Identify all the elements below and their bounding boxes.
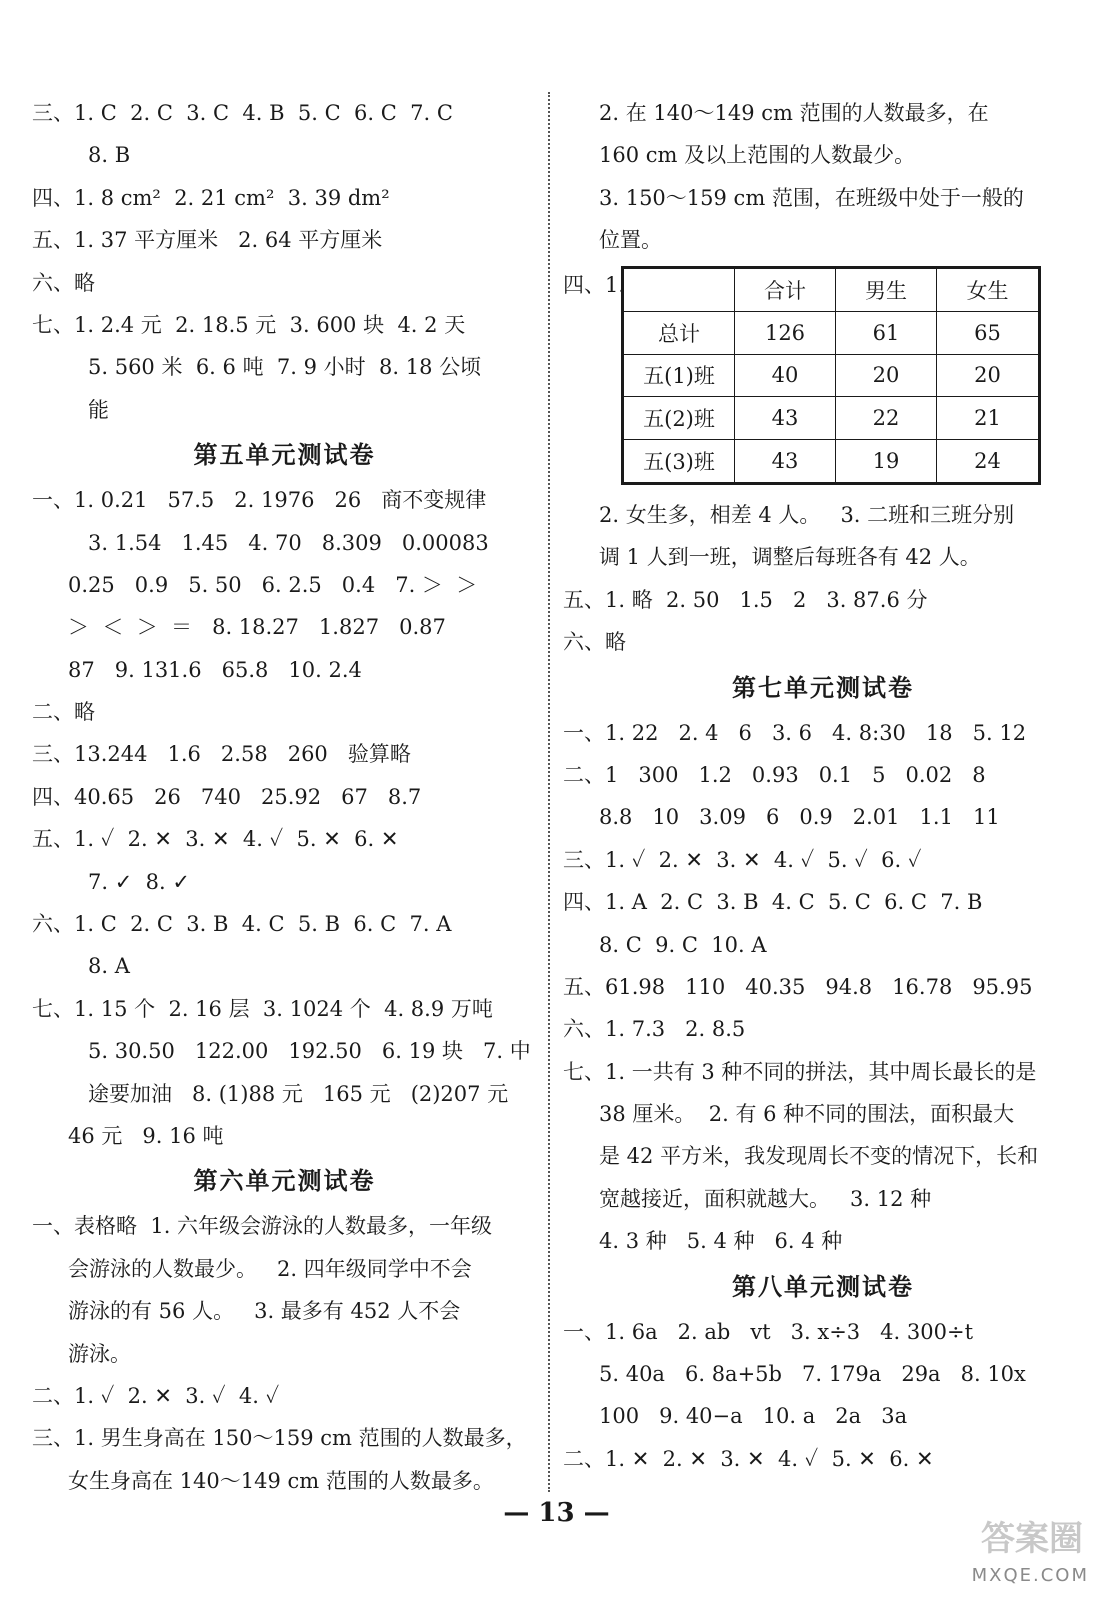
answer-line: 三、13.244 1.6 2.58 260 验算略: [32, 742, 411, 767]
section-title: 第八单元测试卷: [732, 1271, 914, 1301]
answer-line: 途要加油 8. (1)88 元 165 元 (2)207 元: [88, 1081, 509, 1106]
answer-line: 会游泳的人数最少。 2. 四年级同学中不会: [68, 1256, 472, 1281]
answer-line: 七、1. 15 个 2. 16 层 3. 1024 个 4. 8.9 万吨: [32, 996, 493, 1021]
answer-line: 六、1. 7.3 2. 8.5: [563, 1017, 746, 1042]
answer-line: 8. B: [88, 143, 131, 168]
watermark-url: MXQE.COM: [971, 1565, 1089, 1586]
answer-line: 7. ✓ 8. ✓: [88, 869, 190, 894]
answer-line: 七、1. 一共有 3 种不同的拼法，其中周长最长的是: [563, 1059, 1037, 1084]
answer-line: 五、61.98 110 40.35 94.8 16.78 95.95: [563, 974, 1033, 999]
table-row: [623, 354, 1040, 397]
table-cell: 20: [836, 354, 937, 397]
table-cell: 五(2)班: [623, 397, 735, 440]
answer-line: 0.25 0.9 5. 50 6. 2.5 0.4 7. ＞ ＞: [68, 572, 478, 597]
table-header-row: [623, 268, 1040, 312]
answer-line: 二、1. ✓ 2. ✕ 3. ✓ 4. ✓: [32, 1383, 280, 1408]
right-bottom-block: [563, 494, 1083, 1480]
table-cell: 女生: [937, 268, 1040, 312]
class-gender-table: [621, 266, 1041, 485]
column-divider: [548, 92, 550, 1492]
table-cell: 24: [937, 440, 1040, 484]
answer-line: 二、略: [32, 700, 95, 725]
answer-line: 8.8 10 3.09 6 0.9 2.01 1.1 11: [599, 805, 1000, 830]
table-cell: 43: [735, 397, 836, 440]
answer-line: 能: [88, 397, 109, 422]
answer-line: 4. 3 种 5. 4 种 6. 4 种: [599, 1229, 843, 1254]
answer-line: 六、1. C 2. C 3. B 4. C 5. B 6. C 7. A: [32, 912, 452, 937]
answer-line: 5. 560 米 6. 6 吨 7. 9 小时 8. 18 公顷: [88, 355, 482, 380]
table-cell: 19: [836, 440, 937, 484]
answer-line: 二、1 300 1.2 0.93 0.1 5 0.02 8: [563, 762, 986, 787]
table-row: [623, 397, 1040, 440]
answer-line: 四、1. 8 cm² 2. 21 cm² 3. 39 dm²: [32, 185, 390, 210]
right-column: [563, 92, 1083, 1471]
answer-line: 宽越接近，面积就越大。 3. 12 种: [599, 1186, 932, 1211]
answer-line: 五、1. 37 平方厘米 2. 64 平方厘米: [32, 228, 383, 253]
answer-line: 七、1. 2.4 元 2. 18.5 元 3. 600 块 4. 2 天: [32, 312, 466, 337]
answer-line: 三、1. ✓ 2. ✕ 3. ✕ 4. ✓ 5. ✓ 6. ✓: [563, 847, 922, 872]
table-row: [623, 311, 1040, 354]
answer-line: 一、1. 6a 2. ab vt 3. x÷3 4. 300÷t: [563, 1319, 974, 1344]
table-cell: 21: [937, 397, 1040, 440]
answer-line: 3. 150～159 cm 范围，在班级中处于一般的: [599, 185, 1024, 210]
section-title: 第五单元测试卷: [193, 440, 376, 470]
answer-line: 三、1. C 2. C 3. C 4. B 5. C 6. C 7. C: [32, 101, 453, 125]
table-cell: 40: [735, 354, 836, 397]
answer-line: 二、1. ✕ 2. ✕ 3. ✕ 4. ✓ 5. ✕ 6. ✕: [563, 1446, 934, 1471]
answer-line: 87 9. 131.6 65.8 10. 2.4: [68, 657, 362, 682]
answer-line: 是 42 平方米，我发现周长不变的情况下，长和: [599, 1144, 1039, 1169]
answer-line: 六、略: [32, 270, 95, 295]
answer-line: 四、40.65 26 740 25.92 67 8.7: [32, 784, 422, 809]
answer-line: ＞ ＜ ＞ ＝ 8. 18.27 1.827 0.87: [68, 615, 446, 640]
watermark-logo: 答案圈: [981, 1519, 1083, 1559]
table-row: [623, 440, 1040, 484]
answer-line: 100 9. 40−a 10. a 2a 3a: [599, 1404, 908, 1429]
table-cell: 五(3)班: [623, 440, 735, 484]
table-cell: 男生: [836, 268, 937, 312]
answer-line: 8. A: [88, 954, 130, 979]
answer-line: 一、表格略 1. 六年级会游泳的人数最多，一年级: [32, 1214, 493, 1239]
right-top-block: [563, 92, 1083, 262]
section-title: 第七单元测试卷: [732, 672, 914, 702]
answer-line: 五、1. ✓ 2. ✕ 3. ✕ 4. ✓ 5. ✕ 6. ✕: [32, 827, 399, 852]
page-number: — 13 —: [503, 1498, 610, 1528]
answer-line: 调 1 人到一班，调整后每班各有 42 人。: [599, 545, 981, 570]
answer-line: 5. 40a 6. 8a+5b 7. 179a 29a 8. 10x: [599, 1362, 1026, 1387]
table-cell: 43: [735, 440, 836, 484]
answer-line: 一、1. 0.21 57.5 2. 1976 26 商不变规律: [32, 488, 487, 513]
table-cell: [623, 268, 735, 312]
answer-line: 3. 1.54 1.45 4. 70 8.309 0.00083: [88, 530, 489, 555]
table-cell: 65: [937, 311, 1040, 354]
answer-line: 游泳的有 56 人。 3. 最多有 452 人不会: [68, 1299, 461, 1324]
table-cell: 合计: [735, 268, 836, 312]
answer-line: 四、1. A 2. C 3. B 4. C 5. C 6. C 7. B: [563, 890, 983, 915]
table-cell: 126: [735, 311, 836, 354]
answer-line: 三、1. 男生身高在 150～159 cm 范围的人数最多，: [32, 1426, 527, 1451]
table-cell: 20: [937, 354, 1040, 397]
answer-line: 女生身高在 140～149 cm 范围的人数最多。: [68, 1468, 494, 1493]
left-column: [32, 92, 537, 1502]
answer-line: 38 厘米。 2. 有 6 种不同的围法，面积最大: [599, 1102, 1015, 1127]
table-cell: 总计: [623, 311, 735, 354]
table-label: 四、1.: [563, 273, 626, 297]
table-cell: 61: [836, 311, 937, 354]
answer-line: 8. C 9. C 10. A: [599, 932, 767, 957]
answer-line: 游泳。: [68, 1341, 131, 1366]
answer-line: 46 元 9. 16 吨: [68, 1123, 224, 1148]
answer-line: 2. 在 140～149 cm 范围的人数最多，在: [599, 101, 989, 125]
answer-line: 一、1. 22 2. 4 6 3. 6 4. 8:30 18 5. 12: [563, 720, 1027, 745]
answer-line: 五、1. 略 2. 50 1.5 2 3. 87.6 分: [563, 587, 928, 612]
answer-line: 5. 30.50 122.00 192.50 6. 19 块 7. 中: [88, 1039, 531, 1064]
answer-line: 位置。: [599, 228, 662, 253]
table-cell: 22: [836, 397, 937, 440]
table-cell: 五(1)班: [623, 354, 735, 397]
section-title: 第六单元测试卷: [193, 1166, 376, 1196]
answer-line: 六、略: [563, 630, 626, 655]
answer-line: 160 cm 及以上范围的人数最少。: [599, 143, 916, 168]
answer-line: 2. 女生多，相差 4 人。 3. 二班和三班分别: [599, 503, 1015, 527]
